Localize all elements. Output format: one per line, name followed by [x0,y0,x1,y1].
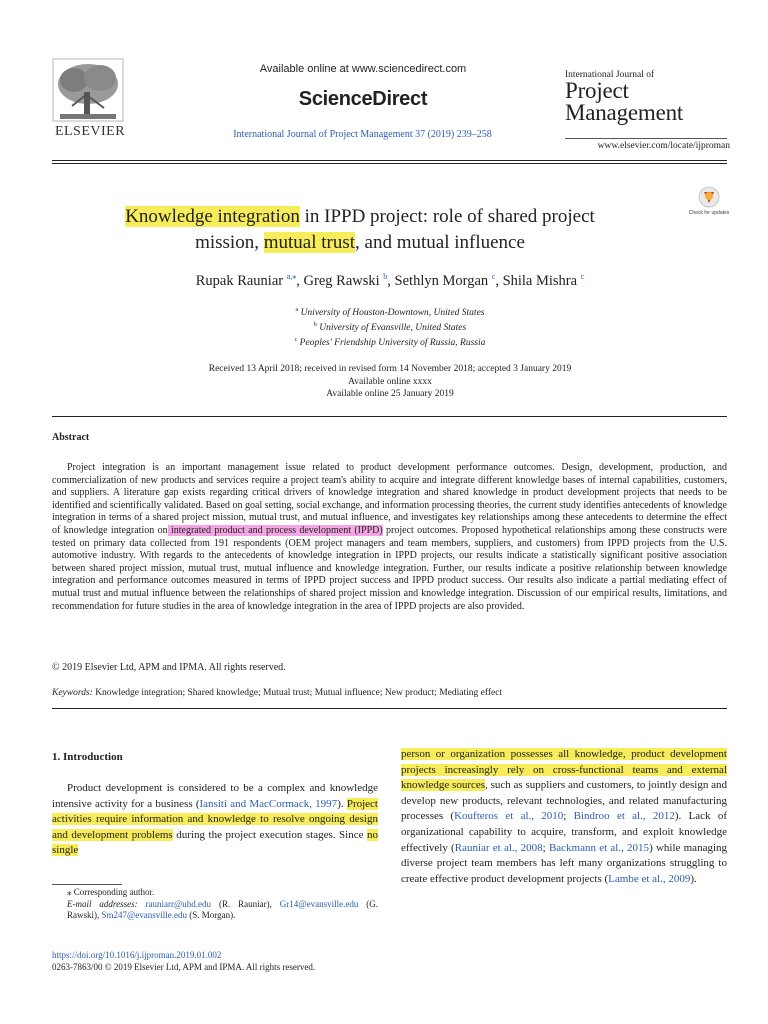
text-highlight: no single [52,828,379,857]
corresponding-author: ⁎ Corresponding author. [67,887,155,897]
citation-link[interactable]: Bindroo et al., 2012 [573,810,675,823]
title-part-5: , and mutual influence [355,232,525,253]
journal-masthead-line2: Management [565,100,684,125]
issn-copyright: 0263-7863/00 © 2019 Elsevier Ltd, APM and IPMA. All rights reserved. [52,962,316,972]
check-for-updates-label: Check for updates [688,210,730,216]
author-list [90,272,690,290]
citation-link[interactable]: Rauniar et al., 2008 [454,841,543,854]
article-dates [140,363,640,401]
author-sup[interactable]: c [491,272,496,281]
section-heading-introduction: 1. Introduction [52,751,123,763]
abstract-heading: Abstract [52,432,90,443]
abstract-body: Project integration is an important management issue related to product development performance outcomes. Design, development, production, and commercialization of new products and services require a project team's ability to acquire and integrate different knowledge bases of internal capabilities, customers, and suppliers. A literature gap exists regarding critical drivers of knowledge integration and shared knowledge in product development projects that needs to be identified and scientifically validated. Based on goal setting, social exchange, and information processing theories, the current study identifies antecedents of knowledge integration in terms of a shared project mission, mutual trust, and mutual influence, and investigates key relationships among these antecedents to determine the effect of knowledge integration on integrated product and process development (IPPD) project outcomes. Proposed hypothetical relationships among these constructs were tested on primary data collected from 191 respondents (OEM project managers and team members, suppliers, and customers) from IPPD projects from the U.S. automotive industry. With regards to the antecedents of knowledge integration in IPPD projects, our results indicate a statistically significant positive association between shared project mission, mutual trust, mutual influence and knowledge integration. Further, our results indicate a positive relationship between knowledge integration and performance outcomes measured in terms of IPPD project success and IPPD product success. Our results also indicate a partial mediating effect of mutual trust and mutual influence between the relationships of shared project mission and knowledge integration. Discussion of our empirical results, limitations, and recommendation for future studies in the area of knowledge integration in the area of IPPD projects are also provided. [52,462,727,612]
email-link[interactable]: Gr14@evansville.edu [279,898,359,909]
masthead-divider [565,138,727,139]
citation-link[interactable]: Backmann et al., 2015 [548,841,650,854]
author-sup[interactable]: c [580,272,585,281]
title-highlight-1: Knowledge integration [125,206,300,227]
date-available: Available online xxxx [348,376,432,387]
keywords [52,688,727,698]
title-part-2: in IPPD project: role of shared project [299,206,595,227]
keywords-list: Knowledge integration; Shared knowledge; Mutual trust; Mutual influence; New product; Mediating effect [92,688,503,698]
journal-masthead-small: International Journal of [565,70,655,80]
sciencedirect-logo[interactable]: ScienceDirect [298,88,428,110]
doi-block [52,949,452,973]
affiliations [200,304,580,349]
doi-link[interactable]: https://doi.org/10.1016/j.ijproman.2019.01.002 [52,950,222,960]
citation-link[interactable]: Lambe et al., 2009 [608,872,691,885]
text-highlight: Project activities require information and knowledge to resolve ongoing design and development problems [52,797,378,841]
article-title [60,204,660,256]
journal-masthead-line1: Project [565,78,629,103]
title-highlight-2: mutual trust [263,232,356,253]
citation-link[interactable]: Iansiti and MacCormack, 1997 [199,797,338,810]
affiliation: $^b$ University of Evansville, United States [313,322,467,334]
footnote-rule [52,884,122,885]
affiliation: $^c$ Peoples' Friendship University of Russia, Russia [294,337,486,349]
affiliation: $^a$ University of Houston-Downtown, United States [295,307,485,319]
citation-link[interactable]: Koufteros et al., 2010 [454,810,564,823]
author-sup[interactable]: b [383,272,388,281]
abstract-copyright: © 2019 Elsevier Ltd, APM and IPMA. All rights reserved. [52,662,286,673]
keywords-label: Keywords: [52,688,93,698]
keywords-rule [52,708,727,709]
author-name: , Greg Rawski [296,272,384,289]
abstract-highlight: integrated product and process development (IPPD) [167,524,383,536]
body-column-left: Product development is considered to be a complex and knowledge intensive activity for a business (Iansiti and MacCormack, 1997). Project activities require information and knowledge to resolve ongoing design and development problems during the project execution stages. Since no single [52,782,379,857]
text-highlight: person or organization possesses all knowledge, product development projects increasingly rely on cross-functional teams and external knowledge sources [401,748,727,792]
author-name: , Shila Mishra [495,272,581,289]
email-link[interactable]: rauniarr@uhd.edu [145,898,212,909]
date-received: Received 13 April 2018; received in revised form 14 November 2018; accepted 3 January 2019 [208,364,572,374]
author-sup[interactable]: a,⁎ [286,272,297,281]
header-rule-2 [52,163,727,164]
email-link[interactable]: Sm247@evansville.edu [101,910,188,920]
date-available-online: Available online 25 January 2019 [326,389,454,399]
available-online: Available online at www.sciencedirect.com [259,63,467,75]
journal-url[interactable]: www.elsevier.com/locate/ijproman [597,141,730,151]
author-name: Rupak Rauniar [195,272,287,289]
journal-citation[interactable]: International Journal of Project Management 37 (2019) 239–258 [233,129,492,140]
check-for-updates-icon[interactable] [688,185,730,221]
body-column-right: person or organization possesses all knowledge, product development projects increasingly rely on cross-functional teams and external knowledge sources, such as suppliers and customers, to jointly design and develop new products, relevant technologies, and related manufacturing processes (Koufteros et al., 2010; Bindroo et al., 2012). Lack of organizational capability to acquire, transform, and exploit knowledge effectively (Rauniar et al., 2008; Backmann et al., 2015) while managing diverse project team members has left many organizations struggling to create effective product development projects (Lambe et al., 2009). [401,748,728,885]
publisher-name: ELSEVIER [54,124,126,139]
footnote: ⁎ Corresponding author. E-mail addresses: rauniarr@uhd.edu (R. Rauniar), Gr14@evansville.edu (G. Rawski), Sm247@evansville.edu (S. Morgan). [52,887,378,922]
author-name: , Sethlyn Morgan [387,272,492,289]
journal-masthead [565,70,735,124]
header-rule [52,160,727,161]
abstract-top-rule [52,416,727,417]
title-part-3: mission, [195,232,264,253]
